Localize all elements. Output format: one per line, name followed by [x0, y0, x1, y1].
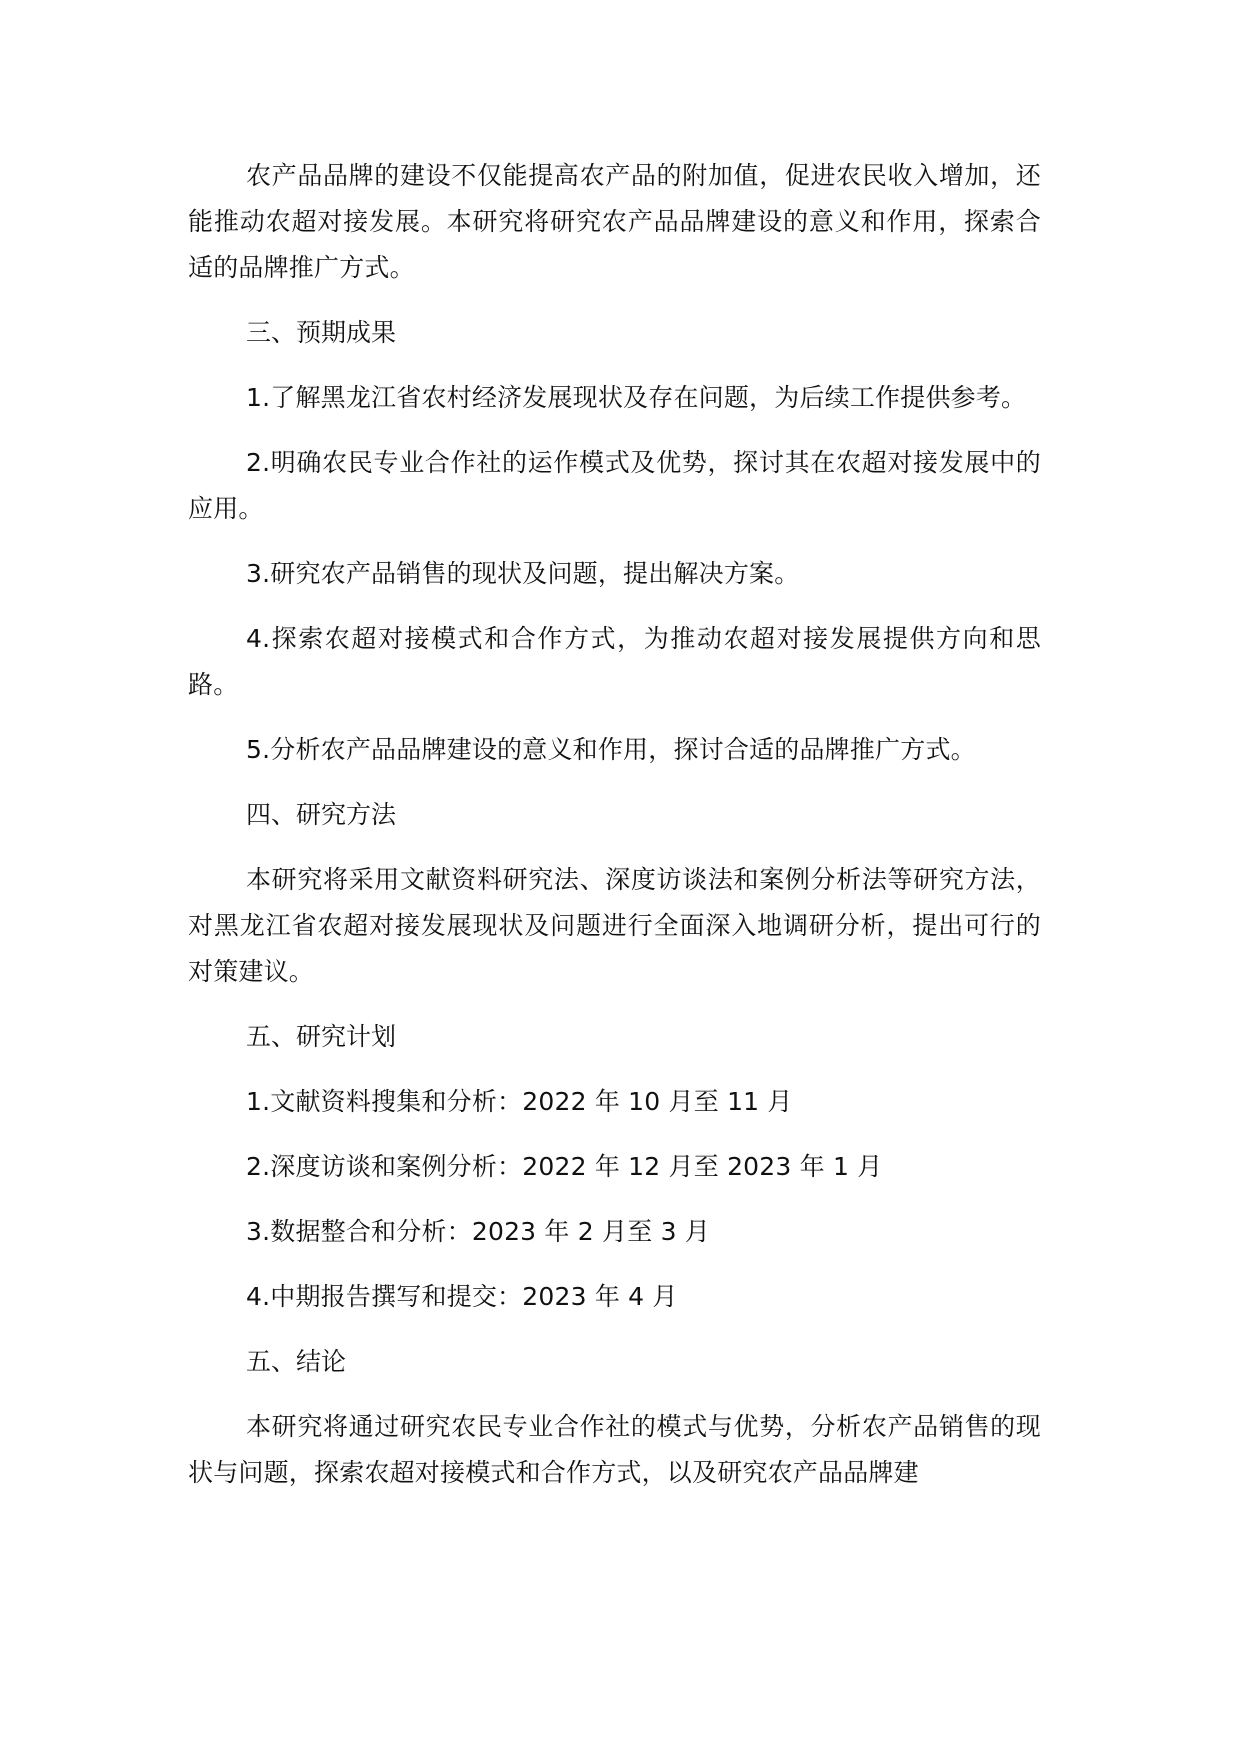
paragraph-methods: 本研究将采用文献资料研究法、深度访谈法和案例分析法等研究方法，对黑龙江省农超对接发展现状及问题进行全面深入地调研分析，提出可行的对策建议。 [188, 865, 1041, 986]
plan-item-2: 2.深度访谈和案例分析：2022 年 12 月至 2023 年 1 月 [246, 1152, 883, 1181]
result-item-4: 4.探索农超对接模式和合作方式，为推动农超对接发展提供方向和思路。 [188, 624, 1041, 699]
section-heading-plan: 五、研究计划 [246, 1022, 397, 1051]
plan-item-3: 3.数据整合和分析：2023 年 2 月至 3 月 [246, 1217, 711, 1246]
plan-item-4: 4.中期报告撰写和提交：2023 年 4 月 [246, 1282, 678, 1311]
section-heading-expected-results: 三、预期成果 [246, 318, 397, 347]
result-item-1: 1.了解黑龙江省农村经济发展现状及存在问题，为后续工作提供参考。 [246, 383, 1027, 412]
result-item-5: 5.分析农产品品牌建设的意义和作用，探讨合适的品牌推广方式。 [246, 735, 976, 764]
paragraph-conclusion: 本研究将通过研究农民专业合作社的模式与优势，分析农产品销售的现状与问题，探索农超对接模式和合作方式，以及研究农产品品牌建 [188, 1412, 1041, 1487]
section-heading-methods: 四、研究方法 [246, 800, 397, 829]
section-heading-conclusion: 五、结论 [246, 1347, 347, 1376]
result-item-2: 2.明确农民专业合作社的运作模式及优势，探讨其在农超对接发展中的应用。 [188, 448, 1041, 523]
result-item-3: 3.研究农产品销售的现状及问题，提出解决方案。 [246, 559, 800, 588]
plan-item-1: 1.文献资料搜集和分析：2022 年 10 月至 11 月 [246, 1087, 793, 1116]
paragraph-brand-building: 农产品品牌的建设不仅能提高农产品的附加值，促进农民收入增加，还能推动农超对接发展。本研究将研究农产品品牌建设的意义和作用，探索合适的品牌推广方式。 [188, 161, 1041, 282]
